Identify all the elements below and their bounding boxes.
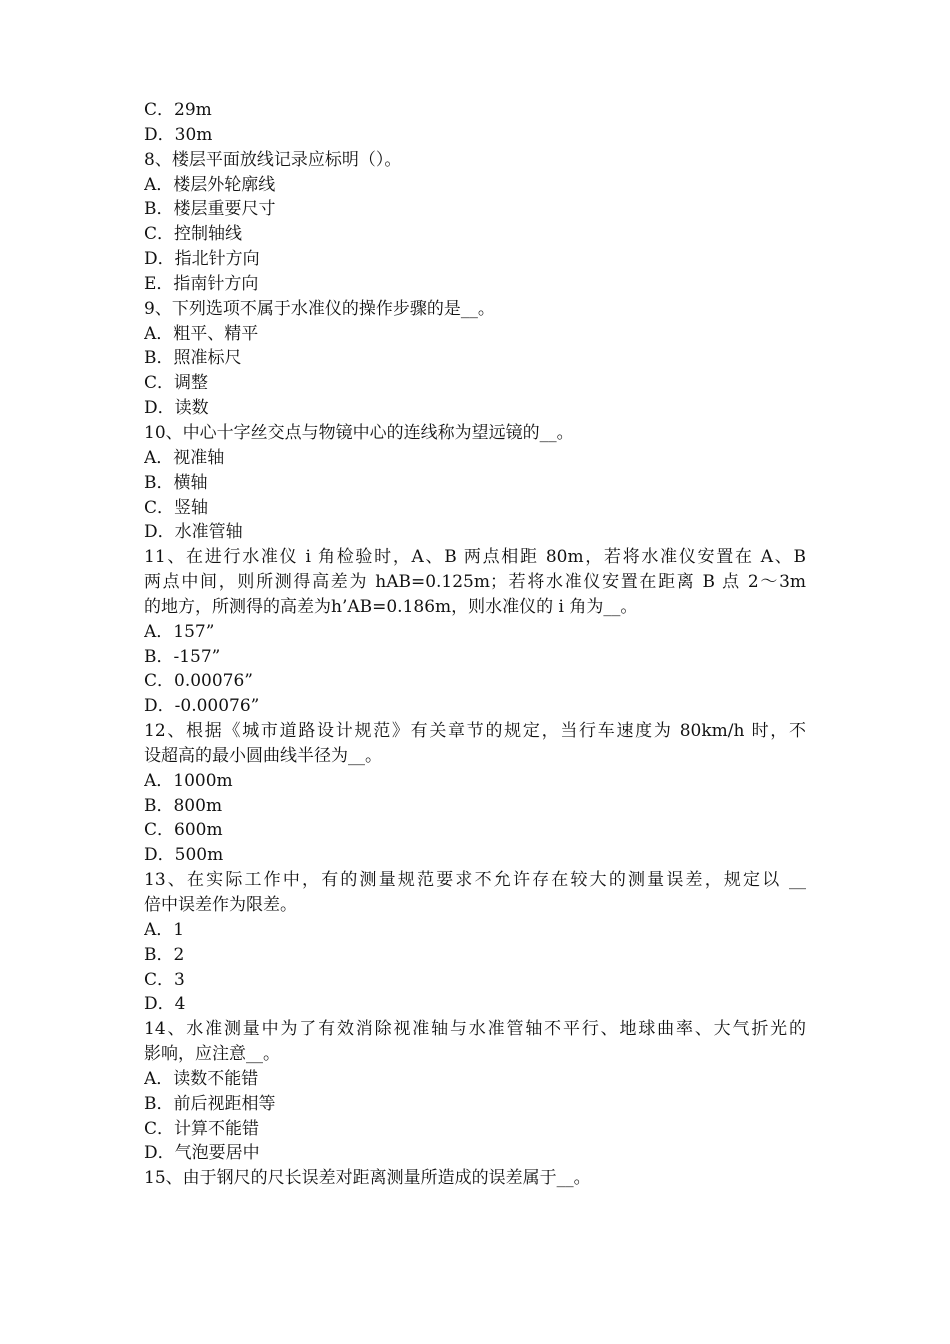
question-line: 9、下列选项不属于水准仪的操作步骤的是__。: [144, 298, 495, 319]
option-line: A．读数不能错: [144, 1068, 259, 1089]
option-line: E．指南针方向: [144, 273, 259, 294]
option-line: A．视准轴: [144, 447, 225, 468]
option-line: B．-157”: [144, 646, 221, 667]
document-body: [144, 98, 806, 1191]
option-line: D．气泡要居中: [144, 1143, 260, 1164]
option-line: D．指北针方向: [144, 249, 260, 270]
option-line: A．楼层外轮廓线: [144, 174, 276, 195]
question-line: 设超高的最小圆曲线半径为__。: [144, 745, 382, 766]
option-line: C．600m: [144, 820, 223, 841]
option-line: A．粗平、精平: [144, 323, 259, 344]
option-line: D．500m: [144, 845, 224, 866]
option-line: B．楼层重要尺寸: [144, 199, 276, 220]
question-line: 两点中间，则所测得高差为 hAB=0.125m；若将水准仪安置在距离 B 点 2～3m: [144, 572, 806, 593]
question-line: 15、由于钢尺的尺长误差对距离测量所造成的误差属于__。: [144, 1168, 591, 1189]
option-line: B．800m: [144, 795, 223, 816]
option-line: D．-0.00076”: [144, 696, 260, 717]
question-line: 8、楼层平面放线记录应标明（）。: [144, 149, 402, 170]
question-line: 13、在实际工作中，有的测量规范要求不允许存在较大的测量误差，规定以 __: [144, 870, 806, 891]
option-line: C．控制轴线: [144, 224, 243, 245]
option-line: A．1000m: [144, 770, 233, 791]
question-line: 倍中误差作为限差。: [144, 895, 297, 915]
option-line: C．29m: [144, 100, 212, 120]
option-line: D．30m: [144, 124, 213, 145]
option-line: C．3: [144, 969, 185, 990]
option-line: D．4: [144, 994, 186, 1015]
option-line: A．157”: [144, 621, 215, 642]
question-line: 12、根据《城市道路设计规范》有关章节的规定，当行车速度为 80km/h 时，不: [144, 721, 806, 742]
question-line: 10、中心十字丝交点与物镜中心的连线称为望远镜的__。: [144, 422, 574, 443]
option-line: C．0.00076”: [144, 671, 253, 692]
option-line: C．计算不能错: [144, 1118, 260, 1139]
question-line: 14、水准测量中为了有效消除视准轴与水准管轴不平行、地球曲率、大气折光的: [144, 1019, 806, 1040]
option-line: B．照准标尺: [144, 348, 242, 369]
option-line: C．竖轴: [144, 497, 209, 518]
option-line: D．读数: [144, 398, 209, 419]
option-line: B．前后视距相等: [144, 1093, 276, 1114]
option-line: D．水准管轴: [144, 522, 243, 543]
option-line: B．2: [144, 944, 185, 965]
question-line: 影响，应注意__。: [144, 1044, 280, 1065]
option-line: C．调整: [144, 373, 209, 394]
question-line: 11、在进行水准仪 i 角检验时，A、B 两点相距 80m，若将水准仪安置在 A、B: [144, 547, 806, 568]
option-line: B．横轴: [144, 472, 208, 493]
question-line: 的地方，所测得的高差为h’AB=0.186m，则水准仪的 i 角为__。: [144, 596, 638, 617]
option-line: A．1: [144, 919, 185, 940]
